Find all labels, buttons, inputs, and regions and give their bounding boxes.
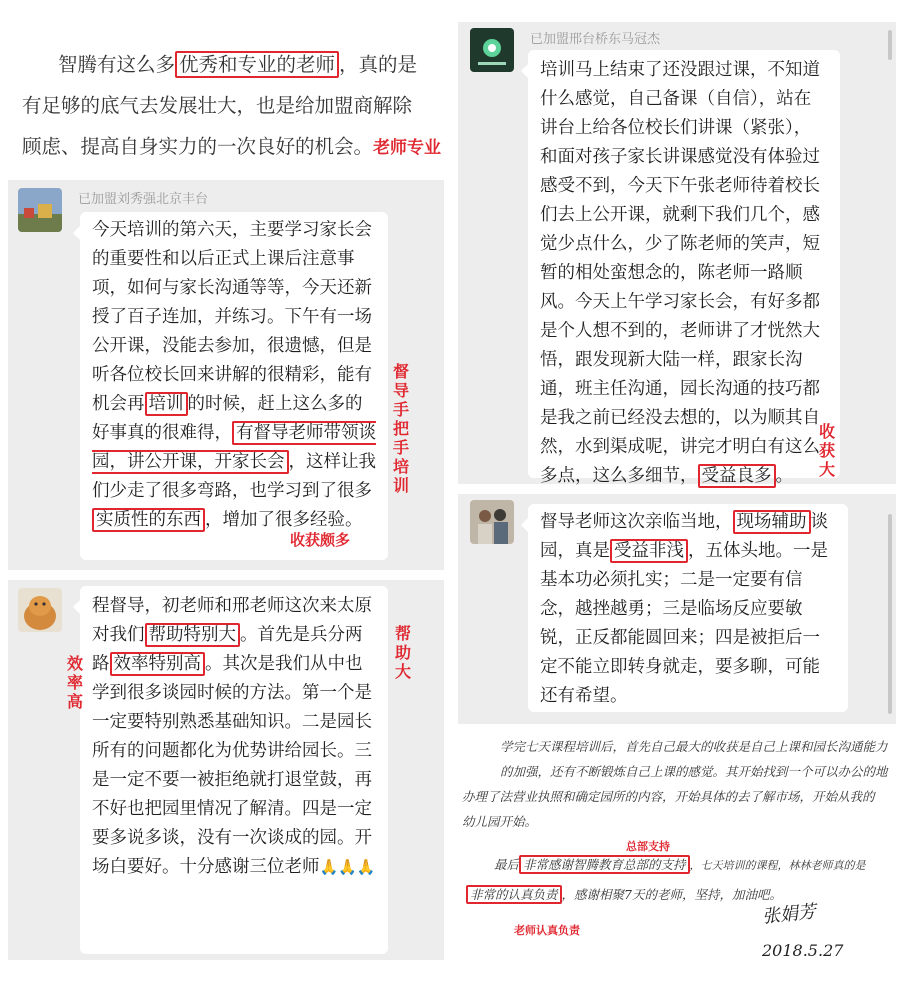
highlight-training: 培训 — [145, 392, 188, 416]
scrollbar-xing[interactable] — [888, 30, 892, 60]
chat-panel-liu — [8, 180, 444, 570]
avatar-xing[interactable] — [470, 28, 514, 72]
avatar-supervisor-image — [470, 500, 514, 544]
highlight-substantial-things: 实质性的东西 — [92, 508, 205, 532]
tag-supervisor-hands-on: 督导手把手培训 — [392, 362, 409, 495]
tag-teacher-professional: 老师专业 — [373, 138, 442, 158]
intro-paragraph — [22, 44, 452, 169]
avatar-cheng-image — [18, 588, 62, 632]
tag-efficiency-high: 效率高 — [66, 654, 83, 711]
highlight-high-efficiency: 效率特别高 — [110, 652, 206, 676]
chat-panel-cheng — [8, 580, 444, 960]
highlight-hq-support: 非常感谢智腾教育总部的支持 — [519, 855, 690, 874]
highlight-excellent-teachers: 优秀和专业的老师 — [175, 51, 339, 78]
letter-date: 2018.5.27 — [762, 941, 844, 960]
highlight-onsite-assist: 现场辅助 — [733, 510, 811, 534]
message-bubble-liu[interactable]: 今天培训的第六天，主要学习家长会的重要性和以后正式上课后注意事项，如何与家长沟通等等，今天还新授了百子连加，并练习。下午有一场公开课，没能去参加，很遗憾，但是听各位校长回来讲解的很精彩，能有机会再 培训 的时候，赶上这么多的好事真的很难得， 有督导老师带领谈园，讲公开课，开家长会 ，这样让我们少走了很多弯路，也学习到了很多实质性的东西 ，增加了很多经验。 — [80, 212, 388, 560]
message-bubble-supervisor[interactable]: 督导老师这次亲临当地， 现场辅助 谈园，真是 受益非浅 ，五体头地。一是基本功必须扎实；二是一定要有信念，越挫越勇；三是临场反应要敏锐，正反都能圆回来；四是被拒后一定不能立即转身就走，要多聊，可能还有希望。 — [528, 504, 848, 712]
letter-line-5: 非常的认真负责 ，感谢相聚7天的老师，坚持，加油吧。 — [466, 882, 782, 907]
avatar-xing-image — [470, 28, 514, 72]
message-bubble-cheng[interactable]: 程督导，初老师和邢老师这次来太原对我们 帮助特别大 。首先是兵分两路 效率特别高 。其次是我们从中也学到很多谈园时候的方法。第一个是一定要特别熟悉基础知识。二是园长所有的问题都化为优势讲给园长。三是一定不要一被拒绝就打退堂鼓，再不好也把园里情况了解清。四是一定要多说多谈，没有一次谈成的园。开场白要好。十分感谢三位老师🙏🙏🙏 — [80, 586, 388, 954]
message-bubble-xing[interactable]: 培训马上结束了还没跟过课，不知道什么感觉，自己备课（自信），站在讲台上给各位校长们讲课（紧张），和面对孩子家长讲课感觉没有体验过感受不到，今天下午张老师待着校长们去上公开课，就剩下我们几个，感觉少点什么，少了陈老师的笑声，短暂的相处蛮想念的，陈老师一路顺风。今天上午学习家长会，有好多都是个人想不到的，老师讲了才恍然大悟，跟发现新大陆一样，跟家长沟通，班主任沟通，园长沟通的技巧都是我之前已经没去想的，以为顺其自然，水到渠成呢，讲完才明白有这么多点，这么多细节， 受益良多 。 — [528, 50, 840, 478]
avatar-cheng[interactable] — [18, 588, 62, 632]
letter-line-4: 最后 非常感谢智腾教育总部的支持 ，七天培训的课程，林林老师真的是 — [494, 857, 866, 872]
nickname-liu: 已加盟刘秀强北京丰台 — [78, 192, 209, 207]
highlight-great-benefit: 受益非浅 — [610, 539, 688, 563]
letter-line-2: 办理了法营业执照和确定园所的内容，开始具体的去了解市场，开始从我的 — [462, 789, 875, 804]
chat-panel-xing — [458, 22, 896, 484]
thanks-emoji: 🙏🙏🙏 — [319, 858, 376, 876]
signature: 张娟芳 — [761, 901, 817, 928]
highlight-big-help: 帮助特别大 — [145, 623, 241, 647]
highlight-teacher-responsible: 非常的认真负责 — [466, 885, 562, 904]
intro-line-1: 智腾有这么多 优秀和专业的老师 ，真的是 — [58, 53, 418, 76]
handwritten-letter — [462, 734, 892, 974]
highlight-benefit-much: 受益良多 — [698, 464, 776, 488]
scrollbar-supervisor[interactable] — [888, 514, 892, 714]
highlight-supervisor-guidance: 有督导老师带领谈园，讲公开课，开家长会 — [92, 423, 376, 472]
chat-panel-supervisor — [458, 494, 896, 724]
tag-harvest-many: 收获颇多 — [290, 531, 351, 549]
nickname-xing: 已加盟邢台桥东马冠杰 — [530, 32, 661, 47]
avatar-supervisor[interactable] — [470, 500, 514, 544]
tag-teacher-responsible: 老师认真负责 — [514, 924, 580, 937]
intro-line-2: 有足够的底气去发展壮大，也是给加盟商解除 — [22, 94, 413, 117]
intro-line-3: 顾虑、提高自身实力的一次良好的机会。老师专业 — [22, 135, 442, 158]
letter-line-1: 学完七天课程培训后，首先自己最大的收获是自己上课和园长沟通能力的加强，还有不断锻炼自己上课的感觉。其开始找到一个可以办公的地 — [500, 739, 888, 779]
avatar-liu[interactable] — [18, 188, 62, 232]
letter-line-3: 幼儿园开始。 — [462, 814, 538, 829]
avatar-liu-image — [18, 188, 62, 232]
tag-harvest-big: 收获大 — [818, 422, 835, 479]
tag-hq-support: 总部支持 — [626, 840, 670, 853]
tag-big-help: 帮助大 — [394, 624, 411, 681]
